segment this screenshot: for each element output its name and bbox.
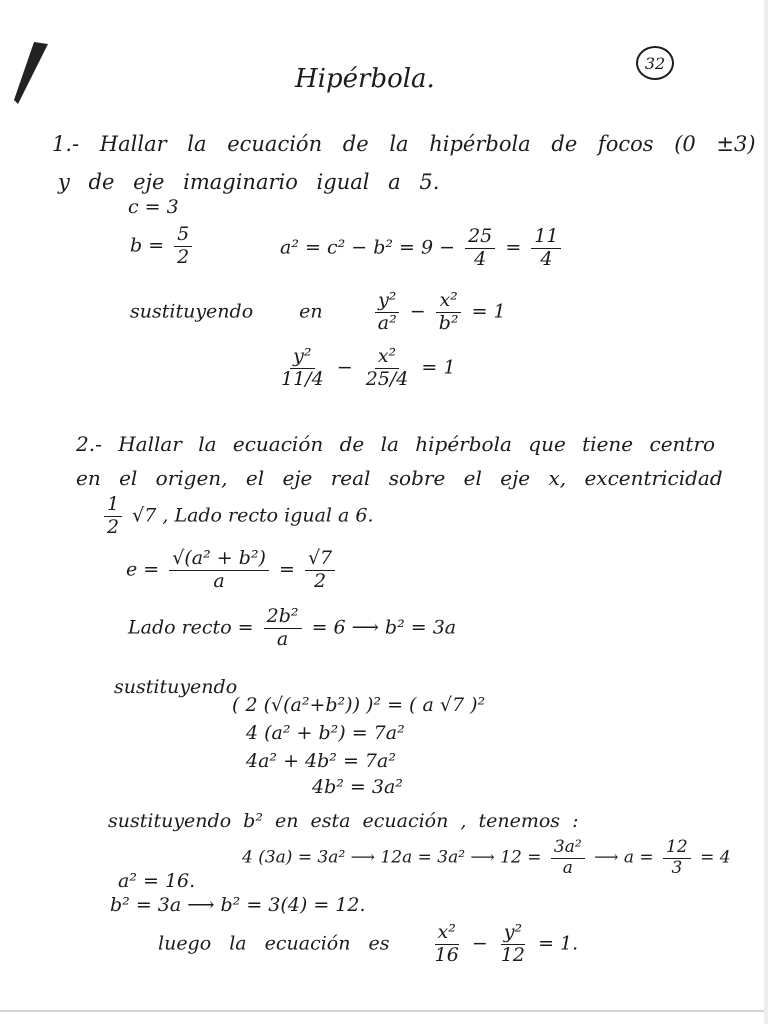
problem2-step3: 4a² + 4b² = 7a²	[246, 750, 396, 772]
substitution-label: sustituyendo en	[130, 300, 323, 323]
problem1-statement-line1: 1.- Hallar la ecuación de la hipérbola de focos (0 ±3)	[52, 132, 756, 156]
problem1-b-value	[130, 224, 196, 269]
problem2-step1: ( 2 (√(a²+b²)) )² = ( a √7 )²	[232, 694, 486, 716]
a2-fraction-1-denominator: 4	[474, 247, 487, 270]
general-fraction-x	[436, 290, 462, 335]
problem2-step2: 4 (a² + b²) = 7a²	[246, 722, 405, 744]
lr-denominator: a	[276, 627, 289, 650]
final-rhs: = 1.	[538, 932, 579, 955]
result-minus: −	[336, 356, 353, 379]
result-fraction-x-denominator: 25/4	[365, 367, 409, 390]
final-fraction-y	[498, 922, 528, 967]
ecc-tail: √7 , Lado recto igual a 6.	[132, 504, 374, 527]
problem2-step4: 4b² = 3a²	[312, 776, 403, 798]
e-denominator: a	[213, 569, 225, 592]
ecc-denominator: 2	[107, 515, 120, 538]
b-lhs: b =	[130, 234, 165, 257]
lr-numerator: 2b²	[264, 606, 302, 629]
e-lhs: e =	[126, 558, 160, 581]
page-title: Hipérbola.	[295, 64, 435, 94]
general-minus: −	[409, 300, 426, 323]
chain-mid: ⟶ a =	[594, 847, 654, 868]
general-fraction-y	[375, 290, 400, 335]
b-fraction	[174, 224, 192, 269]
problem2-substitution-b2: sustituyendo b² en esta ecuación , tenemos :	[108, 810, 579, 832]
final-fraction-x	[432, 922, 462, 967]
result-fraction-x	[363, 346, 412, 391]
corner-ink-mark	[10, 38, 50, 108]
lr-fraction	[264, 606, 302, 651]
general-fraction-x-numerator: x²	[436, 290, 460, 313]
final-label: luego la ecuación es	[158, 932, 390, 955]
chain-start: 4 (3a) = 3a² ⟶ 12a = 3a² ⟶ 12 =	[242, 847, 542, 868]
final-minus: −	[471, 932, 488, 955]
chain-fraction-1-denominator: a	[562, 857, 573, 878]
chain-end: = 4	[700, 847, 731, 868]
lr-rest: = 6 ⟶ b² = 3a	[311, 616, 457, 639]
problem2-statement-line2: en el origen, el eje real sobre el eje x, excentricidad	[76, 466, 723, 490]
general-rhs: = 1	[471, 300, 506, 323]
bottom-scan-line	[0, 1010, 768, 1012]
chain-fraction-2-numerator: 12	[663, 838, 691, 859]
result-fraction-x-numerator: x²	[375, 346, 399, 369]
b-numerator: 5	[174, 224, 192, 247]
a2-fraction-2-denominator: 4	[540, 247, 553, 270]
result-fraction-y-numerator: y²	[290, 346, 314, 369]
a2-lhs: a² = c² − b² = 9 −	[280, 236, 456, 259]
problem2-substitution-label: sustituyendo	[114, 676, 238, 698]
b-denominator: 2	[177, 245, 190, 268]
result-rhs: = 1	[421, 356, 456, 379]
problem2-lado-recto	[128, 606, 456, 651]
problem1-a2-equation	[280, 226, 565, 271]
final-fraction-y-denominator: 12	[500, 943, 526, 966]
final-fraction-y-numerator: y²	[501, 922, 525, 945]
problem2-statement-line1: 2.- Hallar la ecuación de la hipérbola que tiene centro	[76, 432, 716, 456]
e-equals: =	[278, 558, 295, 581]
problem1-statement-line2: y de eje imaginario igual a 5.	[58, 170, 440, 194]
general-fraction-y-numerator: y²	[375, 290, 399, 313]
problem2-b2-value: b² = 3a ⟶ b² = 3(4) = 12.	[110, 894, 366, 916]
problem1-c-value: c = 3	[128, 196, 179, 218]
final-fraction-x-denominator: 16	[434, 943, 459, 966]
lr-label: Lado recto =	[128, 616, 254, 639]
ecc-numerator: 1	[104, 494, 122, 517]
problem2-a2-value: a² = 16.	[118, 870, 196, 892]
a2-fraction-1-numerator: 25	[465, 226, 495, 249]
chain-fraction-1-numerator: 3a²	[551, 838, 585, 859]
problem1-substitution	[130, 290, 506, 335]
a2-fraction-1	[465, 226, 495, 271]
a2-equals: =	[505, 236, 522, 259]
problem2-chain	[242, 838, 731, 878]
chain-fraction-2-denominator: 3	[671, 857, 683, 878]
a2-fraction-2-numerator: 11	[531, 226, 561, 249]
result-fraction-y-denominator: 11/4	[281, 367, 324, 390]
ecc-fraction	[104, 494, 122, 539]
e-rhs-denominator: 2	[313, 569, 327, 592]
general-fraction-x-denominator: b²	[438, 311, 459, 334]
page-number-badge	[636, 46, 674, 80]
general-fraction-y-denominator: a²	[377, 311, 397, 334]
result-fraction-y	[278, 346, 327, 391]
e-fraction	[169, 548, 269, 593]
chain-fraction-2	[663, 838, 691, 878]
problem2-final-equation	[158, 922, 578, 967]
page-number: 32	[644, 53, 666, 73]
e-rhs-fraction	[305, 548, 335, 593]
e-numerator: √(a² + b²)	[169, 548, 269, 571]
chain-fraction-1	[551, 838, 585, 878]
problem2-eccentricity-equation	[126, 548, 339, 593]
problem1-result-equation	[274, 346, 455, 391]
e-rhs-numerator: √7	[305, 548, 335, 571]
final-fraction-x-numerator: x²	[435, 922, 459, 945]
right-scan-edge	[764, 0, 768, 1024]
a2-fraction-2	[531, 226, 561, 271]
problem2-eccentricity-line	[100, 494, 374, 539]
